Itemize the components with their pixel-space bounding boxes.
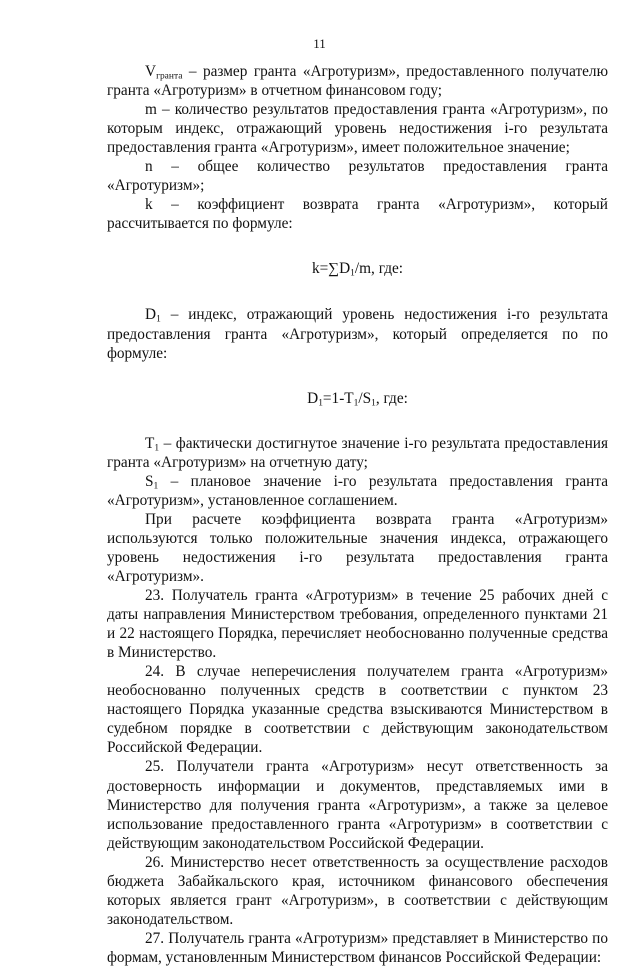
formula-d-mid1: =1-T xyxy=(322,389,354,407)
t1-text: – фактически достигнутое значение i-го результата предоставления гранта «Агротуризм» на отчетную дату; xyxy=(107,434,608,471)
formula-k xyxy=(107,259,608,278)
formula-t-subscript: 1 xyxy=(353,397,359,408)
s1-symbol: S xyxy=(145,472,154,490)
t1-definition xyxy=(107,434,608,472)
document-body xyxy=(107,62,608,967)
formula-d xyxy=(107,389,608,408)
paragraph-25: 25. Получатели гранта «Агротуризм» несут ответственность за достоверность информации и документов, представляемых ими в Министерство для получения гранта «Агротуризм», а также за целевое использование предоставленного гранта «Агротуризм» в соответствии с действующим законодательством Российской Федерации. xyxy=(107,758,608,852)
formula-d-mid2: /S xyxy=(358,389,372,407)
vgranta-subscript: гранта xyxy=(156,71,183,82)
paragraph-23: 23. Получатель гранта «Агротуризм» в течение 25 рабочих дней с даты направления Министерством требования, определенного пунктами 21 и 22 настоящего Порядка, перечисляет необоснованно полученные средства в Министерство. xyxy=(107,587,608,662)
n-definition: n – общее количество результатов предоставления гранта «Агротуризм»; xyxy=(107,158,608,195)
paragraph-27: 27. Получатель гранта «Агротуризм» представляет в Министерство по формам, установленным Министерством финансов Российской Федерации: xyxy=(107,929,608,966)
d1-symbol: D xyxy=(145,306,157,324)
t1-subscript: 1 xyxy=(154,443,160,454)
paragraph-26: 26. Министерство несет ответственность за осуществление расходов бюджета Забайкальского края, источником финансового обеспечения которых является грант «Агротуризм», в соответствии с действующим законодательством. xyxy=(107,853,608,928)
formula-k-after: /m, где: xyxy=(354,260,404,278)
formula-d-symbol: D xyxy=(307,389,319,407)
m-definition: m – количество результатов предоставления гранта «Агротуризм», по которым индекс, отражающий уровень недостижения i-го результата предоставления гранта «Агротуризм», имеет положительное значение; xyxy=(107,101,608,157)
d1-text: – индекс, отражающий уровень недостижения i-го результата предоставления гранта «Агротуризм», который определяется по по формуле: xyxy=(107,306,608,362)
formula-d-after: , где: xyxy=(375,389,408,407)
k-definition: k – коэффициент возврата гранта «Агротуризм», который рассчитывается по формуле: xyxy=(107,196,608,233)
formula-s-subscript: 1 xyxy=(371,397,376,408)
d1-subscript: 1 xyxy=(156,314,161,325)
s1-definition xyxy=(107,472,608,510)
d1-definition xyxy=(107,305,608,362)
vgranta-definition xyxy=(107,62,608,100)
paragraph-24: 24. В случае неперечисления получателем гранта «Агротуризм» необоснованно полученных средств в соответствии с пунктом 23 настоящего Порядка указанные средства взыскиваются Министерством в судебном порядке в соответствии с действующим законодательством Российской Федерации. xyxy=(107,663,608,757)
calc-note-paragraph: При расчете коэффициента возврата гранта «Агротуризм» используются только положительные значения индекса, отражающего уровень недостижения i-го результата предоставления гранта «Агротуризм». xyxy=(107,510,608,585)
formula-k-subscript: 1 xyxy=(350,268,355,279)
vgranta-symbol: V xyxy=(145,63,157,80)
s1-text: – плановое значение i-го результата предоставления гранта «Агротуризм», установленное соглашением. xyxy=(107,472,608,509)
vgranta-text: – размер гранта «Агротуризм», предоставленного получателю гранта «Агротуризм» в отчетном финансовом году; xyxy=(107,63,608,100)
t1-symbol: T xyxy=(145,434,155,452)
page-number: 11 xyxy=(313,36,326,51)
formula-d-subscript: 1 xyxy=(318,397,323,408)
s1-subscript: 1 xyxy=(153,481,159,492)
formula-k-before: k=∑D xyxy=(311,260,351,278)
